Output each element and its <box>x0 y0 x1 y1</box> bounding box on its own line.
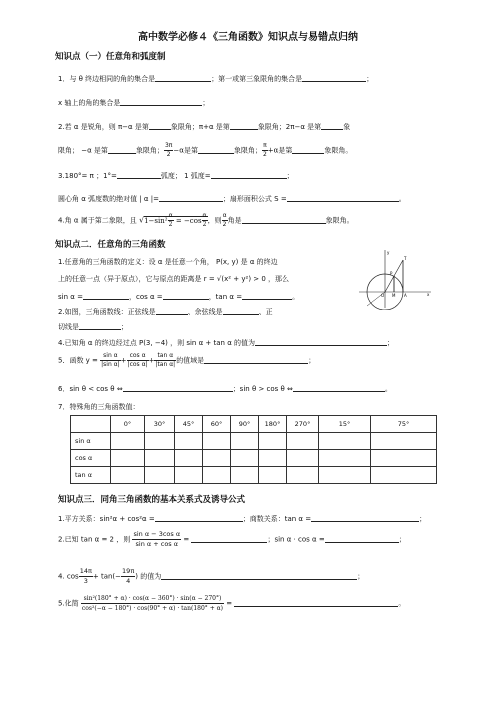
s1-q3-line1: 3.180°= π ；1°= 弧度； 1 弧度= ； <box>58 172 294 180</box>
label-p: P <box>390 271 393 276</box>
label-a: A <box>404 293 407 298</box>
table-cell[interactable] <box>145 450 175 467</box>
answer-blank[interactable] <box>234 598 398 607</box>
s3-q1: 1.平方关系：sin²α + cos²α = ；商数关系：tan α = ； <box>58 515 427 523</box>
table-cell[interactable] <box>371 450 437 467</box>
table-cell[interactable] <box>145 433 175 450</box>
unit-circle-figure <box>355 248 433 310</box>
table-cell[interactable] <box>371 467 437 484</box>
answer-blank[interactable] <box>108 145 136 154</box>
answer-blank[interactable] <box>155 513 243 522</box>
page-title: 高中数学必修４《三角函数》知识点与易错点归纳 <box>138 32 358 43</box>
table-header: 270° <box>287 416 319 433</box>
answer-blank[interactable] <box>163 291 209 300</box>
table-cell[interactable] <box>231 450 259 467</box>
answer-blank[interactable] <box>321 121 343 130</box>
s2-q2-line2: 切线是 ； <box>58 323 128 331</box>
section2-heading: 知识点二．任意角的三角函数 <box>55 240 166 250</box>
s2-q2-line1: 2.如图，三角函数线：正弦线是 、余弦线是 、正 <box>58 308 273 316</box>
section1-heading: 知识点（一）任意角和弧度制 <box>55 52 166 62</box>
answer-blank[interactable] <box>83 291 129 300</box>
s2-q1-line3: sin α = ，cos α = ，tan α = 。 <box>58 293 300 301</box>
table-corner-cell <box>71 416 111 433</box>
table-cell[interactable] <box>203 450 231 467</box>
answer-blank[interactable] <box>123 383 233 392</box>
table-header-row <box>71 416 437 433</box>
table-header: 30° <box>145 416 175 433</box>
row-label: sin α <box>71 433 111 450</box>
s1-q1-line1: 1．与 θ 终边相同的角的集合是 ；第一或第三象限角的集合是 ； <box>58 75 374 83</box>
answer-blank[interactable] <box>155 73 211 82</box>
answer-blank[interactable] <box>149 121 171 130</box>
s1-q4: 4.角 α 属于第二象限，且 √1−sin² $\frac{\alpha}{2}$ = −cos $\frac{\alpha}{2}$ ，则 $\frac{\alpha}{2}$ 角是 象限角。 <box>58 212 354 228</box>
table-cell[interactable] <box>203 467 231 484</box>
table-header: 90° <box>231 416 259 433</box>
table-header: 180° <box>259 416 287 433</box>
table-cell[interactable] <box>319 433 371 450</box>
s2-q1-line2: 上的任意一点（异于原点），它与原点的距离是 r = √(x² + y²) > 0 ，那么 <box>58 275 290 283</box>
row-label: tan α <box>71 467 111 484</box>
answer-blank[interactable] <box>79 321 121 330</box>
s2-q4: 4.已知角 α 的终边经过点 P(3, −4) ，则 sin α + tan α 的值为 ； <box>58 339 395 347</box>
table-header: 60° <box>203 416 231 433</box>
table-cell[interactable] <box>111 467 145 484</box>
table-cell[interactable] <box>287 450 319 467</box>
table-row <box>71 450 437 467</box>
table-cell[interactable] <box>371 433 437 450</box>
table-header: 45° <box>175 416 203 433</box>
s1-q2-line1: 2.若 α 是锐角，则 π−α 是第 象限角；π+α 是第 象限角；2π−α 是第 象 <box>58 123 351 131</box>
table-cell[interactable] <box>175 467 203 484</box>
table-cell[interactable] <box>259 450 287 467</box>
label-o: O <box>381 293 385 298</box>
answer-blank[interactable] <box>293 383 385 392</box>
s1-q2-line2: 限角； −α 是第 象限角； $\frac{3\pi}{2}$ −α是第 象限角； $\frac{\pi}{2}$ +α是第 象限角。 <box>58 142 353 158</box>
section3-heading: 知识点三．同角三角函数的基本关系式及诱导公式 <box>58 495 246 505</box>
label-x: x <box>427 292 430 297</box>
table-cell[interactable] <box>111 433 145 450</box>
table-cell[interactable] <box>259 433 287 450</box>
table-row <box>71 467 437 484</box>
table-cell[interactable] <box>203 433 231 450</box>
answer-blank[interactable] <box>242 291 292 300</box>
s1-q1-line2: x 轴上的角的集合是 ； <box>58 99 210 107</box>
special-angle-table <box>70 415 437 484</box>
answer-blank[interactable] <box>325 534 399 543</box>
row-label: cos α <box>71 450 111 467</box>
label-y: y <box>387 250 390 255</box>
answer-blank[interactable] <box>255 337 387 346</box>
s3-q2: 2.已知 tan α = 2 ，则 $\frac{\text{sin α − 3cos α}}{\text{sin α + cos α}}$ = ；sin α · cos α = ； <box>58 530 406 548</box>
answer-blank[interactable] <box>120 97 202 106</box>
answer-blank[interactable] <box>211 170 287 179</box>
table-cell[interactable] <box>259 467 287 484</box>
table-header: 15° <box>319 416 371 433</box>
answer-blank[interactable] <box>156 306 188 315</box>
s2-q6: 6．sin θ < cos θ ⇔ ；sin θ > cos θ ⇔ 。 <box>58 385 392 393</box>
table-cell[interactable] <box>175 450 203 467</box>
table-cell[interactable] <box>319 450 371 467</box>
answer-blank[interactable] <box>204 355 308 364</box>
s2-q1-line1: 1.任意角的三角函数的定义：设 α 是任意一个角， P(x, y) 是 α 的终边 <box>58 258 278 266</box>
answer-blank[interactable] <box>302 73 366 82</box>
s3-q4: 4. cos $\frac{14\pi}{3}$ + tan(− $\frac{19\pi}{4}$ ) 的值为 ； <box>58 567 365 585</box>
table-header: 0° <box>111 416 145 433</box>
table-cell[interactable] <box>287 433 319 450</box>
answer-blank[interactable] <box>161 571 357 580</box>
table-cell[interactable] <box>231 433 259 450</box>
label-t: T <box>404 256 407 261</box>
answer-blank[interactable] <box>198 145 234 154</box>
label-m: M <box>392 293 396 298</box>
s1-q3-line2: 圆心角 α 弧度数的绝对值 | α |= ；扇形面积公式 S = 。 <box>58 195 406 203</box>
answer-blank[interactable] <box>159 193 223 202</box>
table-header: 75° <box>371 416 437 433</box>
s2-q7: 7．特殊角的三角函数值： <box>58 403 140 411</box>
answer-blank[interactable] <box>223 306 259 315</box>
s3-q5: 5.化简 $\frac{\text{sin²(180° + α) · cos(α − 360°) · sin(α − 270°)}}{\text{cos²(−α − 180°) · cos(90° + α) · tan(180° + α)}}$ = 。 <box>58 595 406 612</box>
table-row <box>71 433 437 450</box>
table-cell[interactable] <box>287 467 319 484</box>
table-cell[interactable] <box>231 467 259 484</box>
answer-blank[interactable] <box>287 193 399 202</box>
table-cell[interactable] <box>111 450 145 467</box>
answer-blank[interactable] <box>242 215 326 224</box>
table-cell[interactable] <box>175 433 203 450</box>
table-cell[interactable] <box>319 467 371 484</box>
table-cell[interactable] <box>145 467 175 484</box>
answer-blank[interactable] <box>311 513 419 522</box>
answer-blank[interactable] <box>292 145 324 154</box>
s2-q5: 5．函数 y = $\frac{\text{sin α}}{\text{|sin α|}}$ + $\frac{\text{cos α}}{\text{|cos α|}}$ + $\frac{\text{tan α}}{\text{|tan α|}}$ 的值域是 ； <box>58 352 316 368</box>
answer-blank[interactable] <box>230 121 258 130</box>
answer-blank[interactable] <box>191 534 267 543</box>
answer-blank[interactable] <box>117 170 161 179</box>
